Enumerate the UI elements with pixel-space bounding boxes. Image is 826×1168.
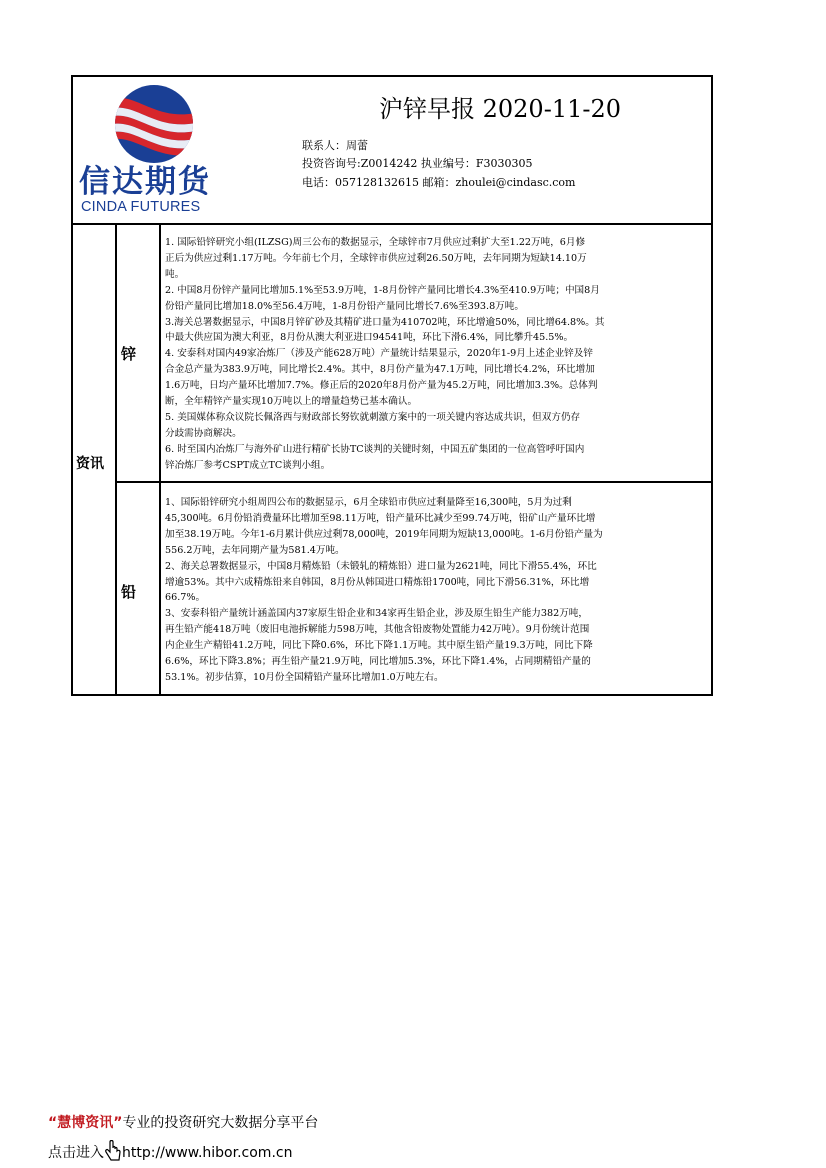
news-line: 2、海关总署数据显示，中国8月精炼铅（未锻轧的精炼铅）进口量为2621吨，同比下滑55.4%，环比 xyxy=(165,560,597,572)
section-zinc xyxy=(117,223,711,483)
news-line: 合金总产量为383.9万吨，同比增长2.4%。其中，8月份产量为47.1万吨，同比增长4.2%，环比增加 xyxy=(165,364,595,376)
news-line: 加至38.19万吨。今年1-6月累计供应过剩78,000吨，2019年同期为短缺13,000吨。1-6月份铅产量为 xyxy=(165,528,603,540)
news-line: 份铅产量同比增加18.0%至56.4万吨，1-8月份铅产量同比增长7.6%至393.8万吨。 xyxy=(165,300,524,312)
cinda-logo-mark-icon xyxy=(109,81,199,166)
metal-label-lead: 铅 xyxy=(121,583,137,601)
news-line: 1.6万吨，日均产量环比增加7.7%。修正后的2020年8月份产量为45.2万吨，同比增加3.3%。总体判 xyxy=(165,380,598,392)
news-line: 45,300吨。6月份铅消费量环比增加至98.11万吨，铅产量环比减少至99.74万吨，铅矿山产量环比增 xyxy=(165,512,596,524)
news-line: 1、国际铅锌研究小组周四公布的数据显示，6月全球铅市供应过剩量降至16,300吨，5月为过剩 xyxy=(165,497,572,508)
contact-license: 投资咨询号:Z0014242 执业编号：F3030305 xyxy=(302,157,533,170)
news-line: 中最大供应国为澳大利亚，8月份从澳大利亚进口94541吨，环比下滑6.4%，同比攀升45.5%。 xyxy=(165,332,574,344)
news-line: 2. 中国8月份锌产量同比增加5.1%至53.9万吨，1-8月份锌产量同比增长4.3%至410.9万吨；中国8月 xyxy=(165,284,600,296)
contact-phone-email: 电话：057128132615 邮箱：zhoulei@cindasc.com xyxy=(302,176,576,189)
category-column xyxy=(73,223,117,694)
news-line: 1. 国际铅锌研究小组(ILZSG)周三公布的数据显示，全球锌市7月供应过剩扩大至1.22万吨，6月修 xyxy=(165,237,586,248)
report-header xyxy=(73,77,711,225)
news-line: 断，全年精锌产量实现10万吨以上的增量趋势已基本确认。 xyxy=(165,396,418,408)
news-line: 3、安泰科铅产量统计涵盖国内37家原生铅企业和34家再生铅企业，涉及原生铅生产能力382万吨， xyxy=(165,608,588,620)
news-line: 再生铅产能418万吨（废旧电池拆解能力598万吨，其他含铅废物处置能力42万吨）。9月份统计范围 xyxy=(165,624,590,636)
metal-label-cell xyxy=(117,223,161,481)
logo-english-name: CINDA FUTURES xyxy=(81,199,201,215)
category-label: 资讯 xyxy=(76,456,104,472)
news-line: 内企业生产精铅41.2万吨，同比下降0.6%，环比下降1.1万吨。其中原生铅产量19.3万吨，同比下降 xyxy=(165,640,593,652)
footer-url-link[interactable]: http://www.hibor.com.cn xyxy=(122,1145,293,1161)
report-title: 沪锌早报 2020-11-20 xyxy=(379,95,622,123)
news-line: 3.海关总署数据显示，中国8月锌矿砂及其精矿进口量为410702吨，环比增逾50%，同比增64.8%。其 xyxy=(165,316,605,328)
report-body xyxy=(73,223,711,694)
news-line: 4. 安泰科对国内49家冶炼厂（涉及产能628万吨）产量统计结果显示，2020年1-9月上述企业锌及锌 xyxy=(165,348,593,360)
footer-slogan xyxy=(48,1112,318,1132)
news-line: 556.2万吨，去年同期产量为581.4万吨。 xyxy=(165,544,345,556)
footer-link[interactable] xyxy=(48,1140,292,1162)
pointer-hand-icon xyxy=(104,1140,122,1162)
footer-slogan-text: 专业的投资研究大数据分享平台 xyxy=(122,1115,319,1131)
footer-link-prefix: 点击进入 xyxy=(48,1145,104,1161)
news-line: 66.7%。 xyxy=(165,592,206,604)
news-line: 吨。 xyxy=(165,268,185,280)
metal-label-cell xyxy=(117,483,161,694)
news-line: 53.1%。初步估算，10月份全国精铅产量环比增加1.0万吨左右。 xyxy=(165,671,444,683)
news-line: 分歧需协商解决。 xyxy=(165,427,242,439)
cinda-logo xyxy=(79,81,227,217)
news-line: 6. 时至国内冶炼厂与海外矿山进行精矿长协TC谈判的关键时刻，中国五矿集团的一位高管呼吁国内 xyxy=(165,443,585,455)
logo-chinese-name: 信达期货 xyxy=(79,164,211,200)
section-lead xyxy=(117,483,711,694)
news-line: 6.6%，环比下降3.8%；再生铅产量21.9万吨，同比增加5.3%，环比下降1.4%，占同期精铅产量的 xyxy=(165,656,591,668)
contact-person: 联系人：周蕾 xyxy=(302,139,368,152)
news-line: 正后为供应过剩1.17万吨。今年前七个月，全球锌市供应过剩26.50万吨，去年同期为短缺14.10万 xyxy=(165,252,587,264)
news-line: 增逾53%。其中六成精炼铅来自韩国，8月份从韩国进口精炼铅1700吨，同比下滑56.31%，环比增 xyxy=(165,576,590,588)
metal-label-zinc: 锌 xyxy=(121,345,137,363)
report-sheet xyxy=(71,75,713,696)
footer-brand: “慧博资讯” xyxy=(48,1115,123,1131)
news-line: 锌冶炼厂参考CSPT成立TC谈判小组。 xyxy=(165,459,331,471)
news-line: 5. 美国媒体称众议院长佩洛西与财政部长努钦就刺激方案中的一项关键内容达成共识，但双方仍存 xyxy=(165,411,581,423)
lead-news-text xyxy=(165,495,707,686)
zinc-news-text xyxy=(165,235,707,474)
